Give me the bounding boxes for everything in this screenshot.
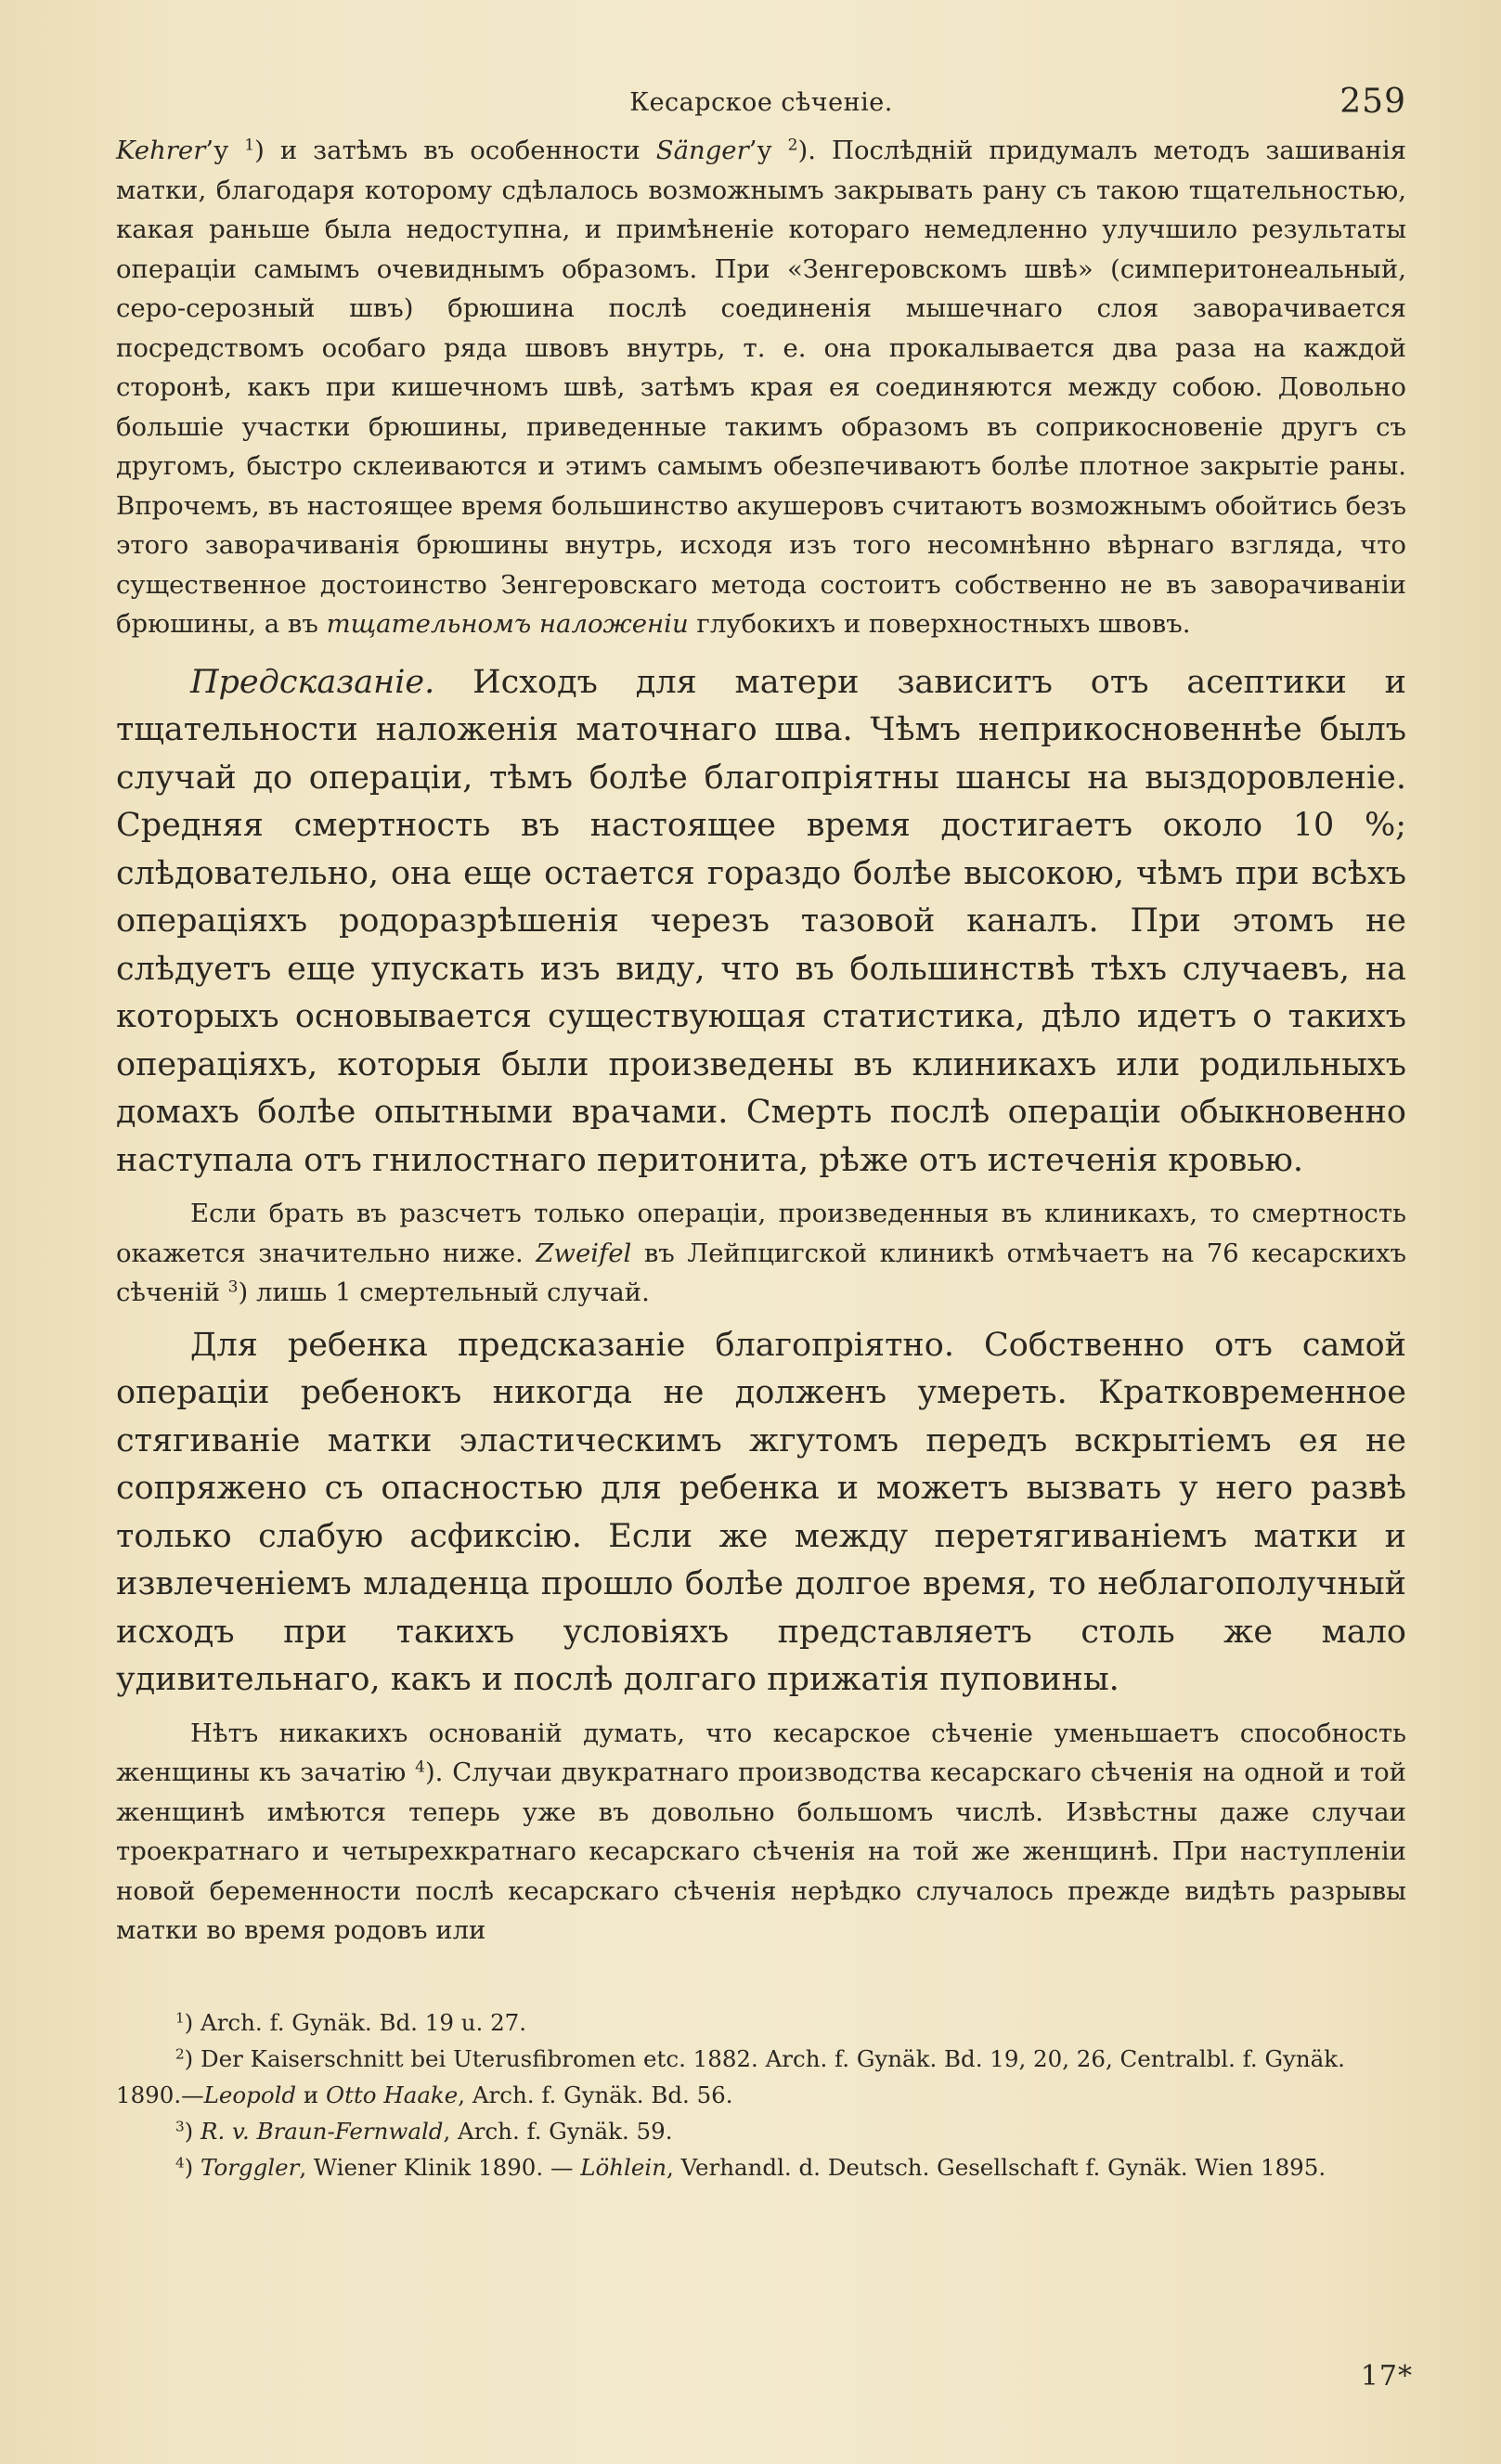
paragraph-child-prognosis: Для ребенка предсказаніе благопріятно. Собственно отъ самой операціи ребенокъ никогда не долженъ умереть. Кратковременное стягиваніе матки эластическимъ жгутомъ передъ вскрытіемъ ея не сопряжено съ опасностью для ребенка и можетъ вызвать у него развѣ только слабую асфиксію. Если же между перетягиваніемъ матки и извлеченіемъ младенца прошло болѣе долгое время, то неблагополучный исходъ при такихъ условіяхъ представляетъ столь же мало удивительнаго, какъ и послѣ долгаго прижатія пуповины.	[116, 1326, 1406, 1698]
footnotes	[116, 2004, 1406, 2185]
footnote-ref-1: 1	[244, 136, 255, 155]
running-header	[116, 83, 1406, 131]
paragraph-sanger-method: Kehrer’у $^1$) и затѣмъ въ особенности Sänger’у $^2$). Послѣдній придумалъ методъ зашиванія матки, благодаря которому сдѣлалось возможнымъ закрывать рану съ такою тщательностью, какая раньше была недоступна, и примѣненіе котораго немедленно улучшило результаты операціи самымъ очевиднымъ образомъ. При «Зенгеровскомъ швѣ» (симперитонеальный, серо-серозный швъ) брюшина послѣ соединенія мышечнаго слоя заворачивается посредствомъ особаго ряда швовъ внутрь, т. е. она прокалывается два раза на каждой сторонѣ, какъ при кишечномъ швѣ, затѣмъ края ея соединяются между собою. Довольно большіе участки брюшины, приведенные такимъ образомъ въ соприкосновеніе другъ съ другомъ, быстро склеиваются и этимъ самымъ обезпечиваютъ болѣе плотное закрытіе раны. Впрочемъ, въ настоящее время большинство акушеровъ считаютъ возможнымъ обойтись безъ этого заворачиванія брюшины внутрь, исходя изъ того несомнѣнно вѣрнаго взгляда, что существенное достоинство Зенгеровскаго метода состоитъ собственно не въ заворачиваніи брюшины, а въ тщательномъ наложеніи глубокихъ и поверхностныхъ швовъ.	[116, 136, 1406, 639]
page-content	[116, 83, 1407, 2185]
paragraph-clinic-mortality: Если брать въ разсчетъ только операціи, произведенныя въ клиникахъ, то смертность окажется значительно ниже. Zweifel въ Лейпцигской клиникѣ отмѣчаетъ на 76 кесарскихъ сѣченій $^3$) лишь 1 смертельный случай.	[116, 1199, 1407, 1307]
paragraph-prognosis: Предсказаніе. Исходъ для матери зависитъ отъ асептики и тщательности наложенія маточнаго шва. Чѣмъ неприкосновеннѣе былъ случай до операціи, тѣмъ болѣе благопріятны шансы на выздоровленіе. Средняя смертность въ настоящее время достигаетъ около 10 %; слѣдовательно, она еще остается гораздо болѣе высокою, чѣмъ при всѣхъ операціяхъ родоразрѣшенія черезъ тазовой каналъ. При этомъ не слѣдуетъ еще упускать изъ виду, что въ большинствѣ тѣхъ случаевъ, на которыхъ основывается существующая статистика, дѣло идетъ о такихъ операціяхъ, которыя были произведены въ клиникахъ или родильныхъ домахъ болѣе опытными врачами. Смерть послѣ операціи обыкновенно наступала отъ гнилостнаго перитонита, рѣже отъ истеченія кровью.	[116, 663, 1406, 1179]
section-heading-prognosis: Предсказаніе.	[190, 663, 435, 701]
footnote-3: $^3$) R. v. Braun-Fernwald, Arch. f. Gynäk. 59.	[175, 2117, 673, 2145]
footnote-ref-3: 3	[227, 1277, 239, 1297]
footnote-ref-2: 2	[787, 136, 798, 155]
footnote-2: $^2$) Der Kaiserschnitt bei Uterusfibromen etc. 1882. Arch. f. Gynäk. Bd. 19, 20, 26, Centralbl. f. Gynäk. 1890.—Leopold и Otto Haake, Arch. f. Gynäk. Bd. 56.	[116, 2044, 1345, 2108]
signature-mark: 17*	[1360, 2360, 1413, 2393]
author-sanger: Sänger	[655, 136, 749, 165]
footnote-4: $^4$) Torggler, Wiener Klinik 1890. — Löhlein, Verhandl. d. Deutsch. Gesellschaft f. Gynäk. Wien 1895.	[175, 2153, 1326, 2181]
footnote-ref-4: 4	[415, 1757, 425, 1777]
author-kehrer: Kehrer	[116, 136, 206, 165]
page-number: 259	[1339, 83, 1406, 121]
running-title: Кесарское сѣченіе.	[629, 88, 893, 117]
footnote-1: $^1$) Arch. f. Gynäk. Bd. 19 u. 27.	[175, 2008, 527, 2036]
author-zweifel: Zweifel	[536, 1238, 632, 1268]
paragraph-conception: Нѣтъ никакихъ основаній думать, что кесарское сѣченіе уменьшаетъ способность женщины къ зачатію $^4$). Случаи двукратнаго производства кесарскаго сѣченія на одной и той женщинѣ имѣются теперь уже въ довольно большомъ числѣ. Извѣстны даже случаи троекратнаго и четырехкратнаго кесарскаго сѣченія на той же женщинѣ. При наступленіи новой беременности послѣ кесарскаго сѣченія нерѣдко случалось прежде видѣть разрывы матки во время родовъ или	[116, 1718, 1406, 1945]
emphasis-careful-suturing: тщательномъ наложеніи	[326, 609, 689, 639]
